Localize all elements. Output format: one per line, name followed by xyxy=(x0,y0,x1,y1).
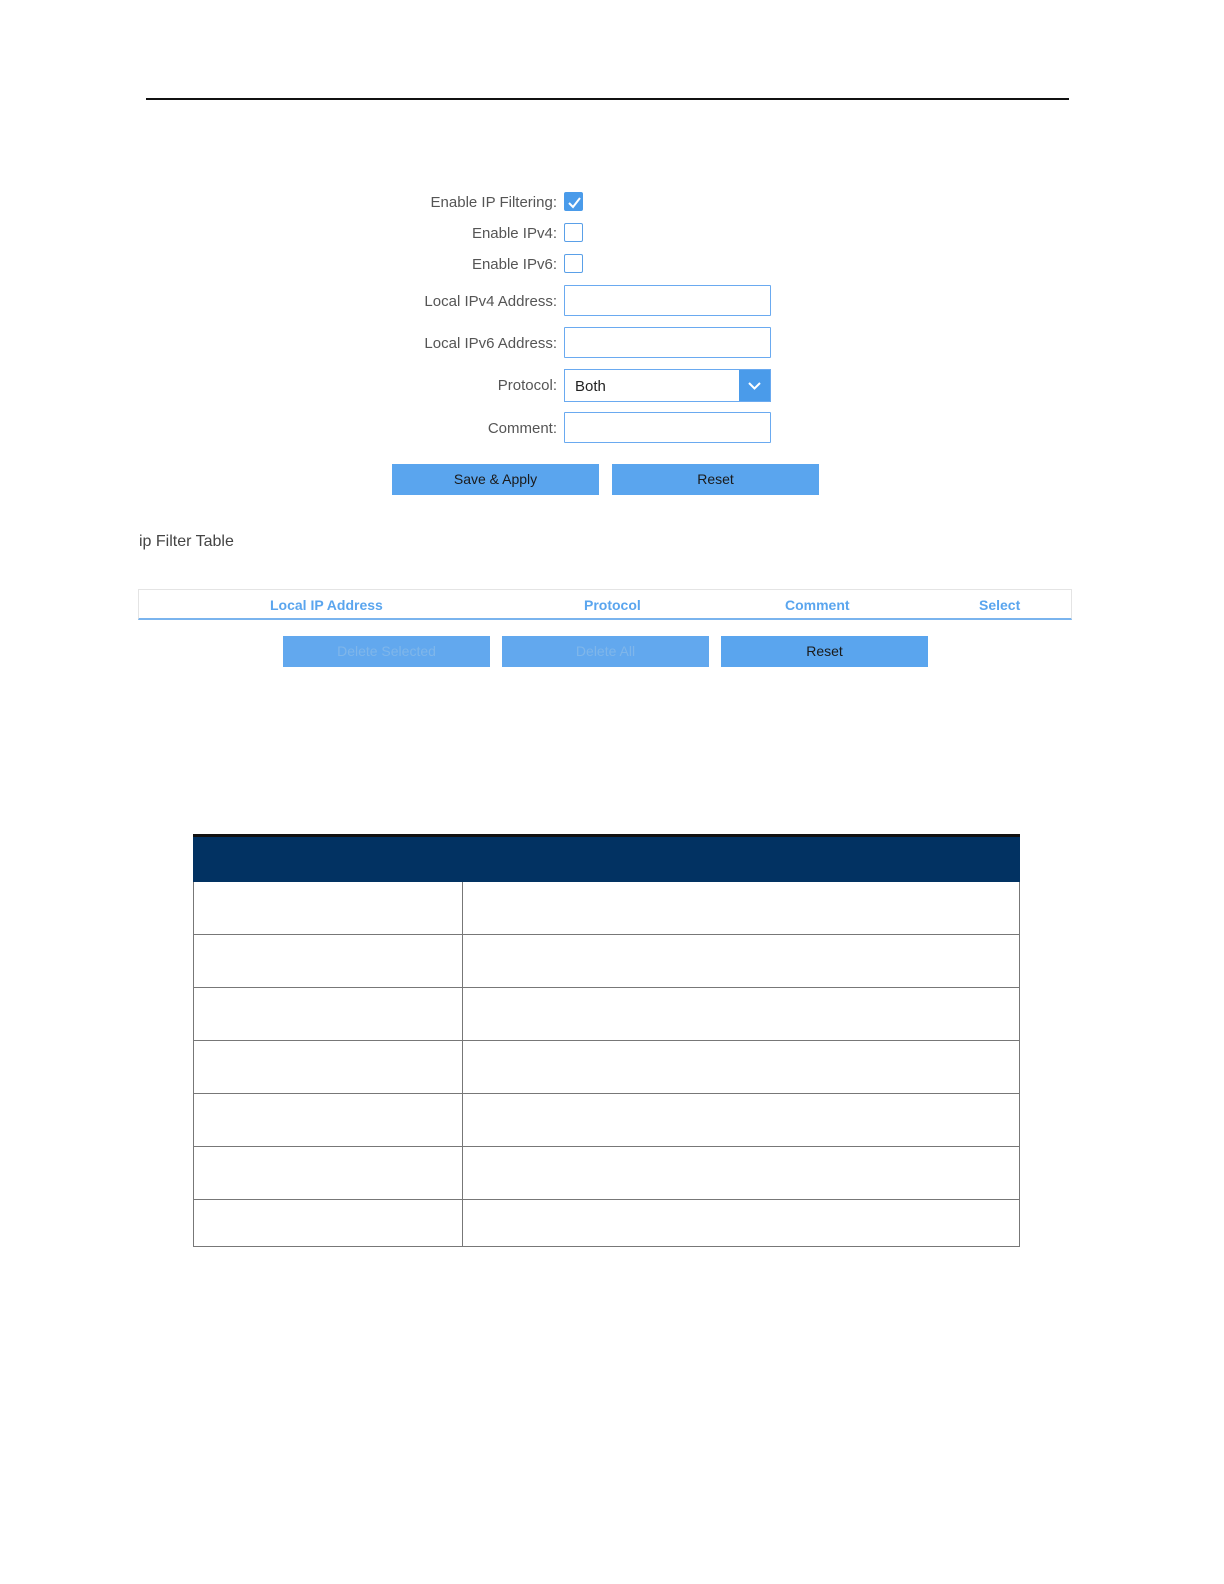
protocol-label: Protocol: xyxy=(497,377,557,394)
table-row xyxy=(194,1147,1020,1200)
comment-input[interactable] xyxy=(564,412,771,443)
enable-ipv4-label: Enable IPv4: xyxy=(471,225,557,242)
table-cell xyxy=(463,1094,1020,1147)
delete-all-button[interactable]: Delete All xyxy=(502,636,709,667)
enable-ip-filtering-label: Enable IP Filtering: xyxy=(430,194,557,211)
table-cell xyxy=(463,1200,1020,1247)
page-header-rule xyxy=(146,98,1069,100)
table-row xyxy=(194,1041,1020,1094)
table-cell xyxy=(463,882,1020,935)
table-cell xyxy=(463,1041,1020,1094)
local-ipv6-label: Local IPv6 Address: xyxy=(424,335,557,352)
ip-filter-table-title: ip Filter Table xyxy=(139,533,234,550)
column-header-comment: Comment xyxy=(785,597,850,613)
table-row xyxy=(194,988,1020,1041)
table-cell xyxy=(194,1094,463,1147)
save-apply-button[interactable]: Save & Apply xyxy=(392,464,599,495)
checkmark-icon xyxy=(567,195,582,210)
enable-ip-filtering-checkbox[interactable] xyxy=(564,192,583,211)
protocol-select-value: Both xyxy=(575,378,606,395)
table-cell xyxy=(463,935,1020,988)
table-reset-button[interactable]: Reset xyxy=(721,636,928,667)
table-cell xyxy=(194,1041,463,1094)
table-cell xyxy=(463,1147,1020,1200)
table-cell xyxy=(463,988,1020,1041)
table-cell xyxy=(194,988,463,1041)
table-cell xyxy=(194,935,463,988)
table-row xyxy=(194,882,1020,935)
table-cell xyxy=(194,882,463,935)
table-header-cell xyxy=(463,836,1020,882)
table-cell xyxy=(194,1200,463,1247)
enable-ipv6-label: Enable IPv6: xyxy=(471,256,557,273)
ip-filter-table-header xyxy=(138,589,1072,620)
protocol-select[interactable] xyxy=(564,369,771,402)
local-ipv4-input[interactable] xyxy=(564,285,771,316)
enable-ipv4-checkbox[interactable] xyxy=(564,223,583,242)
local-ipv6-input[interactable] xyxy=(564,327,771,358)
dropdown-toggle[interactable] xyxy=(739,370,770,401)
table-header-row xyxy=(194,836,1020,882)
column-header-select: Select xyxy=(979,597,1021,613)
form-reset-button[interactable]: Reset xyxy=(612,464,819,495)
comment-label: Comment: xyxy=(487,420,557,437)
table-row xyxy=(194,1200,1020,1247)
local-ipv4-label: Local IPv4 Address: xyxy=(424,293,557,310)
column-header-local-ip: Local IP Address xyxy=(270,597,383,613)
enable-ipv6-checkbox[interactable] xyxy=(564,254,583,273)
column-header-protocol: Protocol xyxy=(584,597,641,613)
table-row xyxy=(194,1094,1020,1147)
chevron-down-icon xyxy=(747,381,762,391)
table-cell xyxy=(194,1147,463,1200)
delete-selected-button[interactable]: Delete Selected xyxy=(283,636,490,667)
table-header-cell xyxy=(194,836,463,882)
parameter-description-table xyxy=(193,834,1020,1247)
table-row xyxy=(194,935,1020,988)
